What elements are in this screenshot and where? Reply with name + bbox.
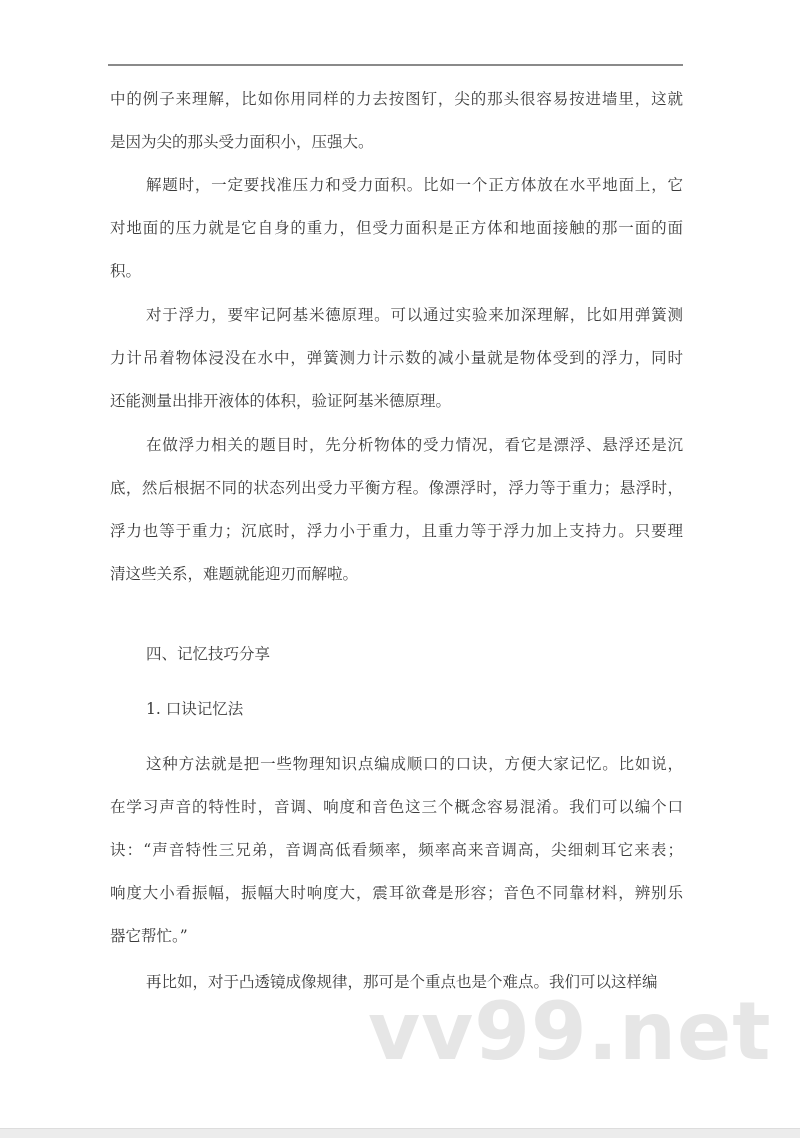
header-rule: [108, 64, 683, 66]
subsection-heading: [110, 688, 683, 731]
text-line: 器它帮忙。”: [110, 927, 188, 945]
paragraph: [110, 164, 683, 293]
paragraph: [110, 424, 683, 596]
text-line: 解题时，一定要找准压力和受力面积。比如一个正方体放在水平地面上，它: [146, 176, 683, 194]
paragraph: [110, 294, 683, 423]
text-line: 浮力也等于重力；沉底时，浮力小于重力，且重力等于浮力加上支持力。只要理: [110, 522, 683, 540]
text-line: 1. 口诀记忆法: [146, 700, 244, 718]
text-line: 清这些关系，难题就能迎刃而解啦。: [110, 565, 359, 583]
paragraph: [110, 743, 683, 958]
text-line: 力计吊着物体浸没在水中，弹簧测力计示数的减小量就是物体受到的浮力，同时: [110, 349, 683, 367]
text-line: 响度大小看振幅，振幅大时响度大，震耳欲聋是形容；音色不同靠材料，辨别乐: [110, 884, 683, 902]
watermark: vv99.net: [368, 985, 772, 1078]
text-line: 这种方法就是把一些物理知识点编成顺口的口诀，方便大家记忆。比如说，: [146, 755, 683, 773]
text-line: 是因为尖的那头受力面积小，压强大。: [110, 133, 374, 151]
text-line: 诀：“声音特性三兄弟，音调高低看频率，频率高来音调高，尖细刺耳它来表；: [110, 841, 683, 859]
text-line: 四、记忆技巧分享: [146, 645, 271, 663]
text-line: 再比如，对于凸透镜成像规律，那可是个重点也是个难点。我们可以这样编: [146, 973, 658, 991]
text-line: 对于浮力，要牢记阿基米德原理。可以通过实验来加深理解，比如用弹簧测: [146, 306, 683, 324]
text-line: 中的例子来理解，比如你用同样的力去按图钉，尖的那头很容易按进墙里，这就: [110, 90, 683, 108]
text-line: 底，然后根据不同的状态列出受力平衡方程。像漂浮时，浮力等于重力；悬浮时，: [110, 479, 683, 497]
paragraph: [110, 78, 683, 164]
section-heading: [110, 633, 683, 676]
text-line: 还能测量出排开液体的体积，验证阿基米德原理。: [110, 392, 452, 410]
text-line: 在学习声音的特性时，音调、响度和音色这三个概念容易混淆。我们可以编个口: [110, 798, 683, 816]
text-line: 在做浮力相关的题目时，先分析物体的受力情况，看它是漂浮、悬浮还是沉: [146, 436, 683, 454]
text-line: 积。: [110, 262, 142, 280]
text-line: 对地面的压力就是它自身的重力，但受力面积是正方体和地面接触的那一面的面: [110, 219, 683, 237]
